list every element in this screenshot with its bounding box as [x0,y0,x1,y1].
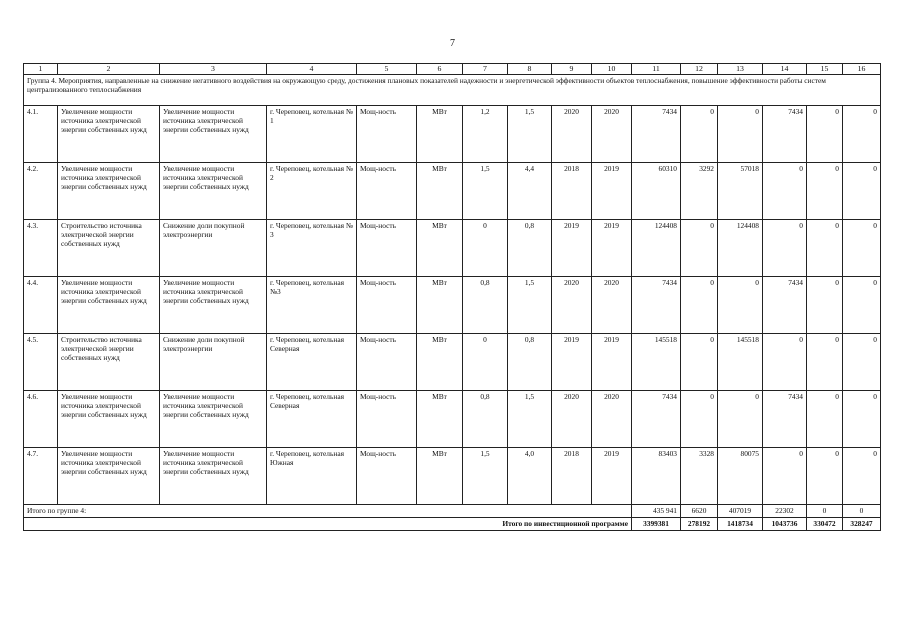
row-number: 4.5. [24,334,58,391]
program-total-year-5: 328247 [843,518,881,531]
cost-year-3: 0 [763,220,807,277]
column-number: 7 [463,64,508,75]
cost-total: 145518 [632,334,681,391]
column-number: 2 [58,64,160,75]
measure-goal: Увеличение мощности источника электрической энергии собственных нужд [160,106,267,163]
location: г. Череповец, котельная №3 [267,277,357,334]
program-total-year-4: 330472 [807,518,843,531]
program-total-year-1: 278192 [681,518,718,531]
year-end: 2020 [592,106,632,163]
cost-year-1: 0 [681,277,718,334]
column-number: 5 [357,64,417,75]
year-start: 2018 [552,163,592,220]
parameter: Мощ-ность [357,106,417,163]
measure-row [24,448,881,505]
measure-goal: Снижение доли покупной электроэнергии [160,220,267,277]
measure-goal: Увеличение мощности источника электрической энергии собственных нужд [160,163,267,220]
cost-year-4: 0 [807,163,843,220]
cost-total: 7434 [632,277,681,334]
cost-total: 83403 [632,448,681,505]
parameter: Мощ-ность [357,220,417,277]
measure-goal: Увеличение мощности источника электрической энергии собственных нужд [160,391,267,448]
value-before: 0,8 [463,391,508,448]
cost-year-2: 124408 [718,220,763,277]
cost-year-2: 0 [718,277,763,334]
measure-row [24,163,881,220]
group-total-year-5: 0 [843,505,881,518]
column-number: 8 [508,64,552,75]
cost-year-4: 0 [807,277,843,334]
cost-year-1: 3292 [681,163,718,220]
cost-year-3: 0 [763,334,807,391]
unit: МВт [417,391,463,448]
cost-year-2: 145518 [718,334,763,391]
value-after: 1,5 [508,106,552,163]
group-total-row [24,505,881,518]
column-number-row [24,64,881,75]
row-number: 4.4. [24,277,58,334]
measure-row [24,220,881,277]
cost-total: 124408 [632,220,681,277]
program-total-label: Итого по инвестиционной программе [24,518,632,531]
parameter: Мощ-ность [357,448,417,505]
cost-year-5: 0 [843,106,881,163]
cost-year-3: 0 [763,163,807,220]
group-total-cost: 435 941 [632,505,681,518]
year-start: 2018 [552,448,592,505]
measure-name: Увеличение мощности источника электрической энергии собственных нужд [58,448,160,505]
parameter: Мощ-ность [357,277,417,334]
cost-total: 7434 [632,106,681,163]
row-number: 4.3. [24,220,58,277]
cost-year-3: 7434 [763,277,807,334]
location: г. Череповец, котельная № 3 [267,220,357,277]
parameter: Мощ-ность [357,163,417,220]
row-number: 4.7. [24,448,58,505]
value-before: 1,2 [463,106,508,163]
column-number: 14 [763,64,807,75]
cost-year-4: 0 [807,391,843,448]
cost-year-5: 0 [843,334,881,391]
column-number: 3 [160,64,267,75]
investment-program-table [23,63,881,531]
cost-year-4: 0 [807,334,843,391]
column-number: 10 [592,64,632,75]
year-end: 2019 [592,448,632,505]
measure-name: Увеличение мощности источника электрической энергии собственных нужд [58,391,160,448]
measure-goal: Увеличение мощности источника электрической энергии собственных нужд [160,277,267,334]
cost-year-5: 0 [843,277,881,334]
program-total-year-3: 1043736 [763,518,807,531]
page-number: 7 [450,38,455,49]
cost-year-5: 0 [843,391,881,448]
measure-goal: Снижение доли покупной электроэнергии [160,334,267,391]
column-number: 6 [417,64,463,75]
cost-year-4: 0 [807,106,843,163]
column-number: 9 [552,64,592,75]
year-end: 2020 [592,277,632,334]
cost-year-1: 0 [681,106,718,163]
location: г. Череповец, котельная № 2 [267,163,357,220]
cost-year-3: 7434 [763,391,807,448]
column-number: 13 [718,64,763,75]
group-total-year-4: 0 [807,505,843,518]
group-title-row [24,75,881,106]
year-start: 2019 [552,334,592,391]
unit: МВт [417,106,463,163]
cost-year-4: 0 [807,220,843,277]
cost-year-4: 0 [807,448,843,505]
column-number: 4 [267,64,357,75]
unit: МВт [417,334,463,391]
program-total-row [24,518,881,531]
year-start: 2020 [552,391,592,448]
measure-name: Увеличение мощности источника электрической энергии собственных нужд [58,163,160,220]
measure-row [24,106,881,163]
cost-year-2: 80075 [718,448,763,505]
parameter: Мощ-ность [357,391,417,448]
cost-total: 7434 [632,391,681,448]
cost-year-2: 0 [718,391,763,448]
cost-year-3: 7434 [763,106,807,163]
value-before: 0 [463,220,508,277]
group-title: Группа 4. Мероприятия, направленные на снижение негативного воздействия на окружающую среду, достижения плановых показателей надежности и энергетической эффективности объектов теплоснабжения, повышение эффективности работы систем централизованного теплоснабжения [24,75,881,106]
year-end: 2020 [592,391,632,448]
cost-year-1: 0 [681,220,718,277]
cost-year-5: 0 [843,163,881,220]
location: г. Череповец, котельная № 1 [267,106,357,163]
value-before: 1,5 [463,448,508,505]
cost-year-5: 0 [843,448,881,505]
cost-year-1: 3328 [681,448,718,505]
measure-row [24,391,881,448]
row-number: 4.1. [24,106,58,163]
column-number: 12 [681,64,718,75]
value-after: 4,0 [508,448,552,505]
cost-year-1: 0 [681,391,718,448]
year-start: 2020 [552,277,592,334]
cost-year-3: 0 [763,448,807,505]
cost-year-2: 0 [718,106,763,163]
unit: МВт [417,163,463,220]
column-number: 15 [807,64,843,75]
cost-year-5: 0 [843,220,881,277]
value-after: 1,5 [508,391,552,448]
measure-goal: Увеличение мощности источника электрической энергии собственных нужд [160,448,267,505]
column-number: 11 [632,64,681,75]
group-total-year-1: 6620 [681,505,718,518]
column-number: 1 [24,64,58,75]
program-total-year-2: 1418734 [718,518,763,531]
value-before: 0 [463,334,508,391]
measure-name: Увеличение мощности источника электрической энергии собственных нужд [58,106,160,163]
value-after: 4,4 [508,163,552,220]
location: г. Череповец, котельная Северная [267,391,357,448]
unit: МВт [417,277,463,334]
value-after: 1,5 [508,277,552,334]
measure-row [24,334,881,391]
year-start: 2020 [552,106,592,163]
group-total-year-2: 407019 [718,505,763,518]
cost-year-1: 0 [681,334,718,391]
measure-row [24,277,881,334]
value-before: 1,5 [463,163,508,220]
cost-year-2: 57018 [718,163,763,220]
location: г. Череповец, котельная Северная [267,334,357,391]
year-end: 2019 [592,220,632,277]
unit: МВт [417,448,463,505]
measure-name: Строительство источника электрической энергии собственных нужд [58,220,160,277]
row-number: 4.6. [24,391,58,448]
value-after: 0,8 [508,334,552,391]
year-end: 2019 [592,163,632,220]
column-number: 16 [843,64,881,75]
group-total-year-3: 22302 [763,505,807,518]
year-start: 2019 [552,220,592,277]
unit: МВт [417,220,463,277]
location: г. Череповец, котельная Южная [267,448,357,505]
group-total-label: Итого по группе 4: [24,505,632,518]
parameter: Мощ-ность [357,334,417,391]
row-number: 4.2. [24,163,58,220]
measure-name: Строительство источника электрической энергии собственных нужд [58,334,160,391]
cost-total: 60310 [632,163,681,220]
year-end: 2019 [592,334,632,391]
measure-name: Увеличение мощности источника электрической энергии собственных нужд [58,277,160,334]
program-total-cost: 3399381 [632,518,681,531]
value-before: 0,8 [463,277,508,334]
value-after: 0,8 [508,220,552,277]
